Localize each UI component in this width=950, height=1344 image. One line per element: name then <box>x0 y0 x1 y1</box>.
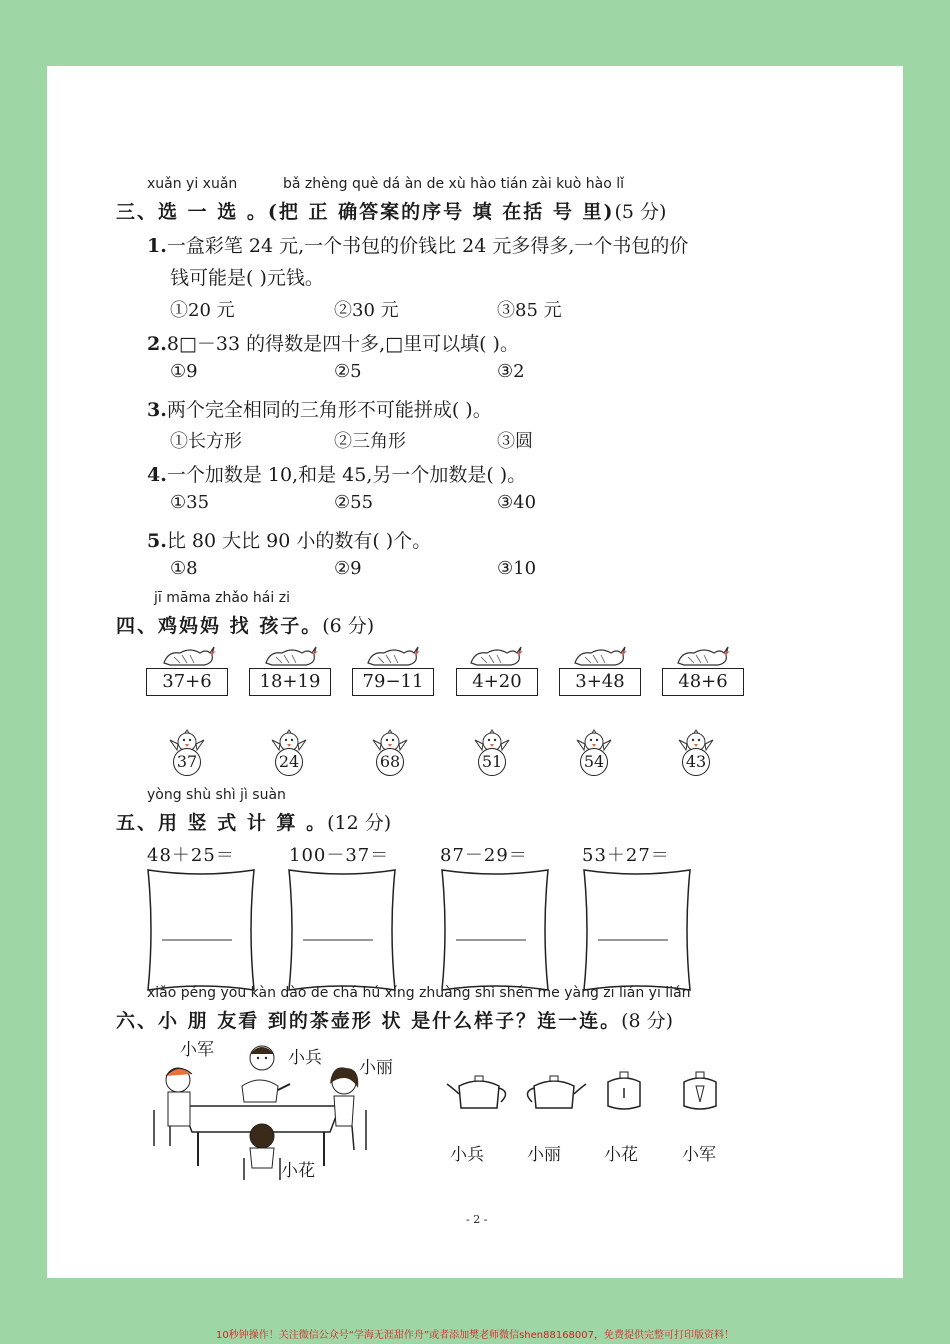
hen-expression-box[interactable]: 37+6 <box>146 668 228 696</box>
kid-label-xiaoli: 小丽 <box>359 1058 393 1078</box>
pinyin-section6-a: xiǎo péng you kàn dào de chá hú xíng zhuàng shì shén me yàng zi <box>147 985 615 1001</box>
pinyin-section3-a: xuǎn yi xuǎn <box>147 176 238 192</box>
section3-title: 三、选 一 选 。(把 正 确答案的序号 填 在括 号 里) <box>116 201 615 223</box>
hen-expression-box[interactable]: 3+48 <box>559 668 641 696</box>
question-3-num: 3. <box>147 399 167 421</box>
question-5 <box>147 526 431 553</box>
section4-heading <box>116 611 374 638</box>
page-number: - 2 - <box>466 1213 488 1226</box>
view-label: 小军 <box>682 1145 716 1165</box>
question-5-num: 5. <box>147 530 167 552</box>
question-4-num: 4. <box>147 464 167 486</box>
q2-option-a[interactable]: ①9 <box>170 361 198 382</box>
q5-option-b[interactable]: ②9 <box>334 558 362 579</box>
pinyin-section3-b: bǎ zhèng què dá àn de xù hào tián zài kuò hào lǐ <box>283 176 624 192</box>
q3-option-b[interactable]: ②三角形 <box>334 431 406 452</box>
question-4-line1: 一个加数是 10,和是 45,另一个加数是( )。 <box>166 464 527 486</box>
pinyin-section4: jī māma zhǎo hái zi <box>154 590 290 606</box>
kid-label-xiaohua: 小花 <box>281 1161 315 1181</box>
question-2-line1: 8□－33 的得数是四十多,□里可以填( )。 <box>166 333 519 355</box>
hen-expression-box[interactable]: 18+19 <box>249 668 331 696</box>
pinyin-section5: yòng shù shì jì suàn <box>147 787 286 803</box>
q2-option-c[interactable]: ③2 <box>497 361 525 382</box>
calc-expression: 53＋27＝ <box>582 845 670 866</box>
view-label: 小花 <box>604 1145 638 1165</box>
section6-title: 六、小 朋 友看 到的茶壶形 状 是什么样子？连一连。 <box>116 1010 622 1032</box>
hen-icon <box>262 643 320 667</box>
q4-option-a[interactable]: ①35 <box>170 492 210 513</box>
calc-work-area[interactable] <box>582 866 692 994</box>
hen-icon <box>364 643 422 667</box>
question-1-num: 1. <box>147 235 167 257</box>
calc-work-area[interactable] <box>146 866 256 994</box>
question-1 <box>147 231 688 258</box>
question-3 <box>147 395 492 422</box>
question-1-line2: 钱可能是( )元钱。 <box>170 267 324 289</box>
calc-expression: 48＋25＝ <box>147 845 235 866</box>
section4-title: 四、鸡妈妈 找 孩子。 <box>116 615 323 637</box>
question-4 <box>147 460 526 487</box>
question-2 <box>147 329 519 356</box>
section3-heading <box>116 197 666 224</box>
q5-option-a[interactable]: ①8 <box>170 558 198 579</box>
calc-work-area[interactable] <box>440 866 550 994</box>
chick-number[interactable]: 54 <box>580 748 608 776</box>
q3-option-c[interactable]: ③圆 <box>497 431 533 452</box>
kid-label-xiaojun: 小军 <box>180 1040 214 1060</box>
question-1-line1: 一盒彩笔 24 元,一个书包的价钱比 24 元多得多,一个书包的价 <box>166 235 689 257</box>
teapot-spout-front-view-icon[interactable] <box>678 1068 722 1114</box>
view-label: 小兵 <box>450 1145 484 1165</box>
calc-expression: 100－37＝ <box>289 845 390 866</box>
hen-icon <box>571 643 629 667</box>
section3-points: (5 分) <box>614 201 667 223</box>
kid-label-xiaobing: 小兵 <box>288 1048 322 1068</box>
chick-number[interactable]: 68 <box>376 748 404 776</box>
section5-points: (12 分) <box>327 812 392 834</box>
calc-work-area[interactable] <box>287 866 397 994</box>
section5-heading <box>116 808 391 835</box>
hen-icon <box>467 643 525 667</box>
children-at-table-illustration <box>140 1040 385 1180</box>
teapot-side-view-mirrored-icon[interactable] <box>520 1070 588 1114</box>
q1-option-b[interactable]: ②30 元 <box>334 300 399 321</box>
hen-icon <box>674 643 732 667</box>
chick-number[interactable]: 43 <box>682 748 710 776</box>
q1-option-a[interactable]: ①20 元 <box>170 300 235 321</box>
teapot-handle-front-view-icon[interactable] <box>602 1068 646 1114</box>
section4-points: (6 分) <box>322 615 375 637</box>
section5-title: 五、用 竖 式 计 算 。 <box>116 812 328 834</box>
pinyin-section6-b: lián yi lián <box>619 985 691 1001</box>
q4-option-c[interactable]: ③40 <box>497 492 537 513</box>
q2-option-b[interactable]: ②5 <box>334 361 362 382</box>
chick-number[interactable]: 37 <box>173 748 201 776</box>
footer-promo-text: 10秒钟操作！关注微信公众号“学海无涯甜作舟”或者添加樊老师微信shen88168007，免费提供完整可打印版资料！ <box>215 1330 735 1341</box>
section6-points: (8 分) <box>621 1010 674 1032</box>
chick-number[interactable]: 51 <box>478 748 506 776</box>
teapot-side-view-icon[interactable] <box>445 1070 513 1114</box>
hen-icon <box>160 643 218 667</box>
view-label: 小丽 <box>527 1145 561 1165</box>
q4-option-b[interactable]: ②55 <box>334 492 374 513</box>
question-3-line1: 两个完全相同的三角形不可能拼成( )。 <box>166 399 492 421</box>
q1-option-c[interactable]: ③85 元 <box>497 300 562 321</box>
hen-expression-box[interactable]: 4+20 <box>456 668 538 696</box>
section6-heading <box>116 1006 673 1033</box>
hen-expression-box[interactable]: 79−11 <box>352 668 434 696</box>
chick-number[interactable]: 24 <box>275 748 303 776</box>
question-5-line1: 比 80 大比 90 小的数有( )个。 <box>166 530 432 552</box>
q3-option-a[interactable]: ①长方形 <box>170 431 242 452</box>
hen-expression-box[interactable]: 48+6 <box>662 668 744 696</box>
question-2-num: 2. <box>147 333 167 355</box>
calc-expression: 87－29＝ <box>440 845 528 866</box>
q5-option-c[interactable]: ③10 <box>497 558 537 579</box>
